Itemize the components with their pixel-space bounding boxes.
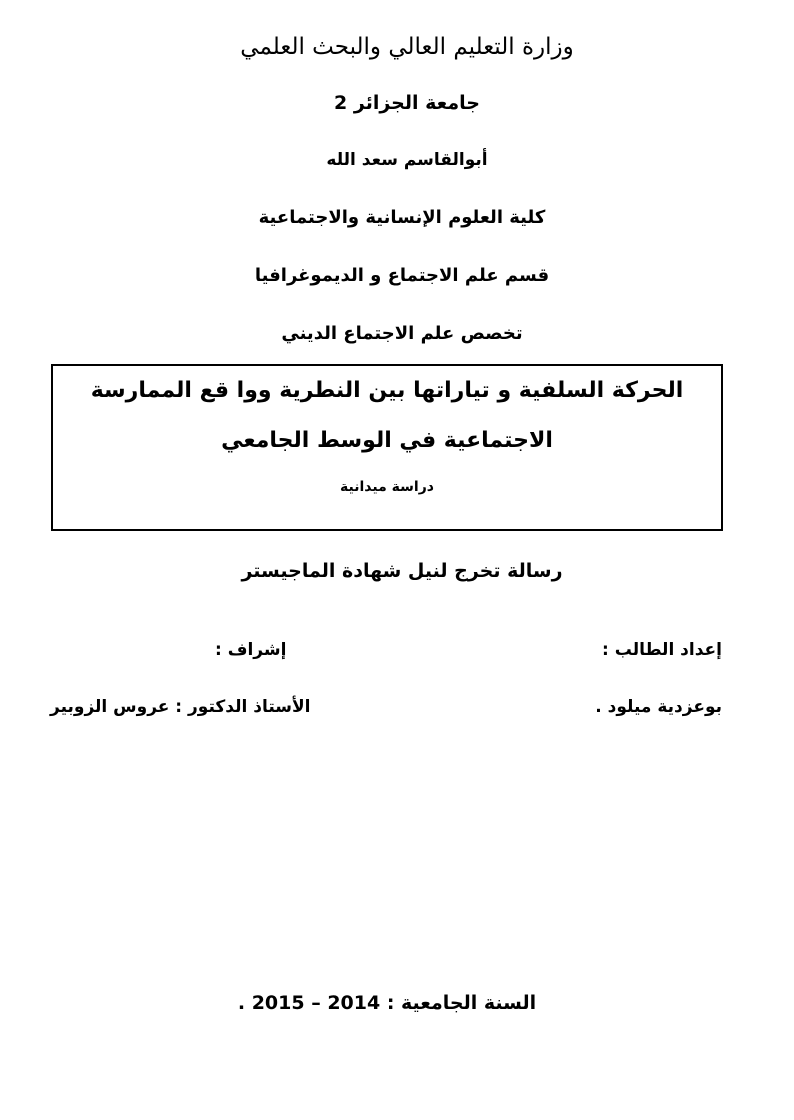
department-name: قسم علم الاجتماع و الديموغرافيا — [254, 265, 550, 286]
thesis-title-line-1: الحركة السلفية و تياراتها بين النطرية ووا قع الممارسة — [90, 378, 684, 403]
ministry-name: وزارة التعليم العالي والبحث العلمي — [240, 34, 574, 60]
supervisor-name: الأستاذ الدكتور : عروس الزوبير — [50, 697, 311, 717]
thesis-degree: رسالة تخرج لنيل شهادة الماجيستر — [241, 560, 563, 582]
university-name: أبوالقاسم سعد الله — [326, 150, 488, 170]
student-name: بوعزدية ميلود . — [595, 697, 722, 717]
faculty-name: كلية العلوم الإنسانية والاجتماعية — [258, 207, 546, 228]
student-label: إعداد الطالب : — [602, 640, 722, 660]
thesis-title-box — [51, 364, 723, 531]
thesis-title-line-2: الاجتماعية في الوسط الجامعي — [221, 428, 553, 453]
academic-year: السنة الجامعية : 2014 – 2015 . — [237, 992, 537, 1014]
specialty-name: تخصص علم الاجتماع الديني — [281, 323, 523, 344]
university-title: جامعة الجزائر 2 — [334, 92, 480, 114]
supervisor-label: إشراف : — [215, 640, 287, 660]
study-type: دراسة ميدانية — [340, 479, 434, 495]
